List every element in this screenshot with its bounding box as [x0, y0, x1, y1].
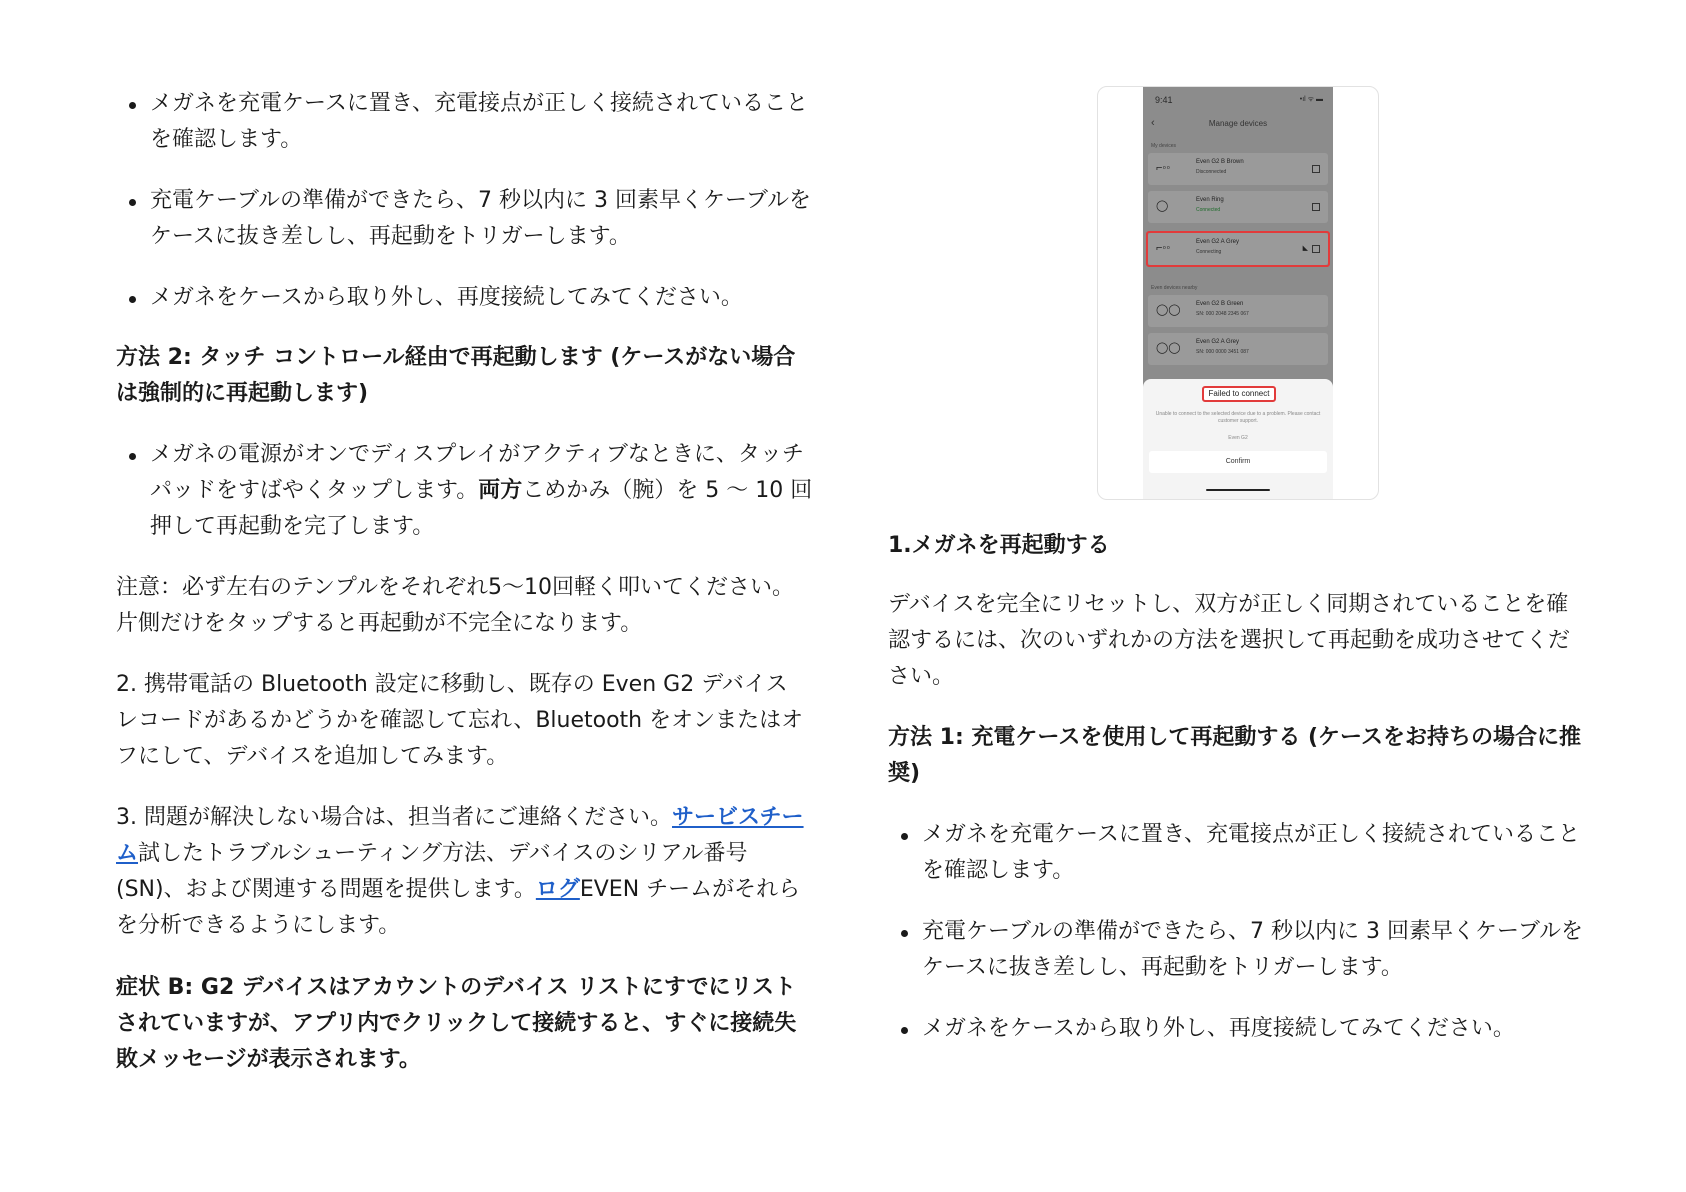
list-item: メガネをケースから取り外し、再度接続してみてください。	[888, 1011, 1588, 1047]
list-item: メガネをケースから取り外し、再度接続してみてください。	[116, 280, 814, 316]
glasses-icon: ◯◯	[1156, 342, 1181, 354]
device-name: Even Ring	[1196, 197, 1224, 203]
device-card[interactable]	[1148, 153, 1328, 185]
signal-icon: •ıl ᯤ ▬	[1299, 96, 1323, 103]
restart-heading: 1.メガネを再起動する	[888, 533, 1110, 558]
list-item: メガネを充電ケースに置き、充電接点が正しく接続されていることを確認します。	[116, 86, 814, 158]
step3-text-1: 3. 問題が解決しない場合は、担当者にご連絡ください。	[116, 805, 672, 830]
app-screenshot	[1097, 86, 1379, 500]
device-card[interactable]	[1148, 191, 1328, 223]
device-status: SN: 000 0000 3451 087	[1196, 349, 1249, 355]
glasses-icon: ⌐◦◦	[1156, 162, 1171, 174]
step2-text: 2. 携帯電話の Bluetooth 設定に移動し、既存の Even G2 デバイス レコードがあるかどうかを確認して忘れ、Bluetooth をオンまたはオフにして、デバイスを追加してみます。	[116, 672, 804, 769]
device-status: SN: 000 2048 2345 067	[1196, 311, 1249, 317]
home-indicator	[1206, 489, 1270, 491]
glasses-icon: ◯◯	[1156, 304, 1181, 316]
screen-title: Manage devices	[1208, 119, 1268, 128]
glasses-icon: ⌐◦◦	[1156, 242, 1171, 254]
method2-text-1: メガネの電源がオンでディスプレイがアクティブなときに、タッチパッドをすばやくタップします。	[150, 442, 804, 503]
step3-text-3: EVEN チームがそれらを分析できるようにします。	[116, 877, 801, 938]
method2-text-2: こめかみ（腕）を 5 ～ 10 回押して再起動を完了します。	[150, 478, 813, 539]
list-item: メガネを充電ケースに置き、充電接点が正しく接続されていることを確認します。	[888, 817, 1588, 889]
status-bar	[1155, 95, 1323, 105]
ring-icon: ◯	[1156, 200, 1169, 212]
device-status: Connected	[1196, 207, 1221, 213]
device-status: Connecting	[1196, 249, 1222, 255]
device-name: Even G2 A Grey	[1196, 239, 1240, 245]
status-time: 9:41	[1155, 95, 1173, 105]
device-card[interactable]	[1148, 333, 1328, 365]
method1-heading: 方法 1: 充電ケースを使用して再起動する (ケースをお持ちの場合に推奨)	[888, 725, 1581, 786]
log-link[interactable]: ログ	[535, 877, 580, 902]
loading-icon: ◣	[1302, 245, 1308, 252]
device-card[interactable]	[1148, 295, 1328, 327]
failed-to-connect-label: Failed to connect	[1202, 386, 1276, 402]
list-item: 充電ケーブルの準備ができたら、7 秒以内に 3 回素早くケーブルをケースに抜き差しし、再起動をトリガーします。	[116, 183, 814, 255]
note-text: 注意：必ず左右のテンプルをそれぞれ5〜10回軽く叩いてください。片側だけをタップすると再起動が不完全になります。	[116, 575, 795, 636]
service-team-link[interactable]: サービスチーム	[116, 805, 804, 866]
chevron-icon	[1312, 165, 1320, 173]
section-nearby: Even devices nearby	[1151, 285, 1198, 291]
method2-text-bold: 両方	[478, 478, 523, 503]
list-item	[116, 437, 814, 545]
chevron-icon	[1312, 203, 1320, 211]
symptom-b-heading: 症状 B: G2 デバイスはアカウントのデバイス リストにすでにリストされていますが、アプリ内でクリックして接続すると、すぐに接続失敗メッセージが表示されます。	[116, 975, 797, 1072]
phone-screen	[1143, 87, 1333, 499]
confirm-button[interactable]: Confirm	[1149, 451, 1327, 473]
method2-heading: 方法 2: タッチ コントロール経由で再起動します (ケースがない場合は強制的に再起動します)	[116, 345, 796, 406]
highlight-box	[1146, 231, 1330, 267]
error-message: Unable to connect to the selected device due to a problem. Please contact customer support.	[1155, 411, 1321, 424]
step3-text	[116, 800, 814, 944]
section-my-devices: My devices	[1151, 143, 1177, 149]
device-name: Even G2 B Green	[1196, 301, 1244, 307]
device-name: Even G2 A Grey	[1196, 339, 1240, 345]
list-item: 充電ケーブルの準備ができたら、7 秒以内に 3 回素早くケーブルをケースに抜き差しし、再起動をトリガーします。	[888, 914, 1588, 986]
intro-text: デバイスを完全にリセットし、双方が正しく同期されていることを確認するには、次のいずれかの方法を選択して再起動を成功させてください。	[888, 592, 1571, 689]
error-sheet	[1143, 379, 1333, 499]
device-label: Even G2	[1228, 435, 1248, 441]
device-name: Even G2 B Brown	[1196, 159, 1244, 165]
back-icon[interactable]: ‹	[1151, 117, 1155, 129]
device-status: Disconnected	[1196, 169, 1227, 175]
step3-text-2: 試したトラブルシューティング方法、デバイスのシリアル番号 (SN)、および関連する問題を提供します。	[116, 841, 748, 902]
